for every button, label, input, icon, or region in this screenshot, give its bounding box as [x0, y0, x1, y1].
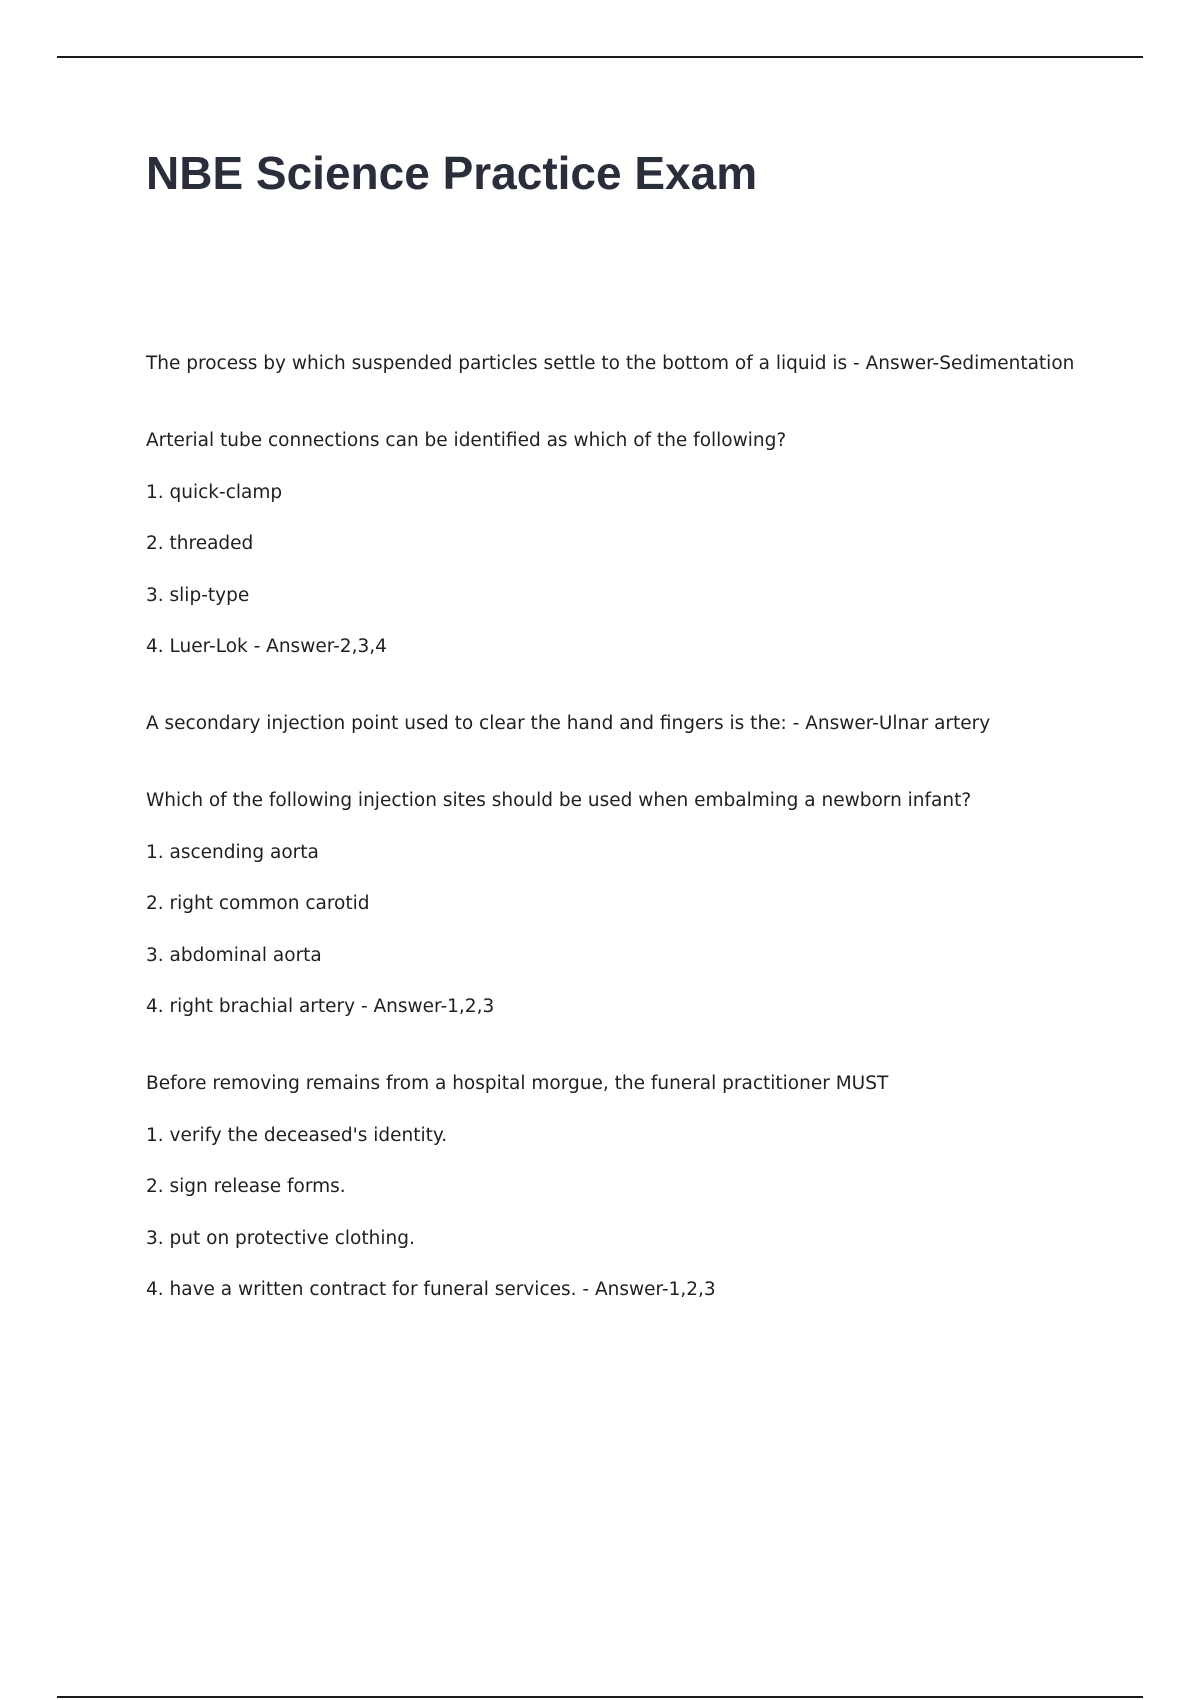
answer-option: 2. sign release forms.: [146, 1176, 346, 1197]
page-title: NBE Science Practice Exam: [146, 147, 758, 199]
answer-option: 4. Luer-Lok - Answer-2,3,4: [146, 636, 387, 657]
question-2: [146, 428, 1106, 660]
answer-option: 4. right brachial artery - Answer-1,2,3: [146, 996, 495, 1017]
answer-option: 1. verify the deceased's identity.: [146, 1124, 448, 1146]
answer-option: 2. threaded: [146, 533, 254, 554]
question-list: [146, 351, 1106, 1354]
answer-option: 4. have a written contract for funeral services. - Answer-1,2,3: [146, 1279, 716, 1300]
question-3: [146, 711, 1106, 737]
answer-option: 1. ascending aorta: [146, 841, 319, 863]
answer-option: 1. quick-clamp: [146, 481, 283, 503]
top-divider: [57, 56, 1143, 58]
question-text: A secondary injection point used to clear the hand and fingers is the: - Answer-Ulnar artery: [146, 713, 991, 734]
question-text: The process by which suspended particles settle to the bottom of a liquid is - Answer-Sedimentation: [146, 353, 1075, 374]
bottom-divider: [57, 1696, 1143, 1698]
question-text: Arterial tube connections can be identified as which of the following?: [146, 430, 787, 451]
answer-option: 3. abdominal aorta: [146, 944, 322, 966]
question-text: Which of the following injection sites should be used when embalming a newborn infant?: [146, 790, 972, 811]
question-5: [146, 1071, 1106, 1303]
question-text: Before removing remains from a hospital morgue, the funeral practitioner MUST: [146, 1073, 889, 1094]
answer-option: 3. slip-type: [146, 584, 250, 606]
answer-option: 3. put on protective clothing.: [146, 1227, 415, 1249]
question-1: [146, 351, 1106, 377]
question-4: [146, 788, 1106, 1020]
answer-option: 2. right common carotid: [146, 893, 370, 914]
